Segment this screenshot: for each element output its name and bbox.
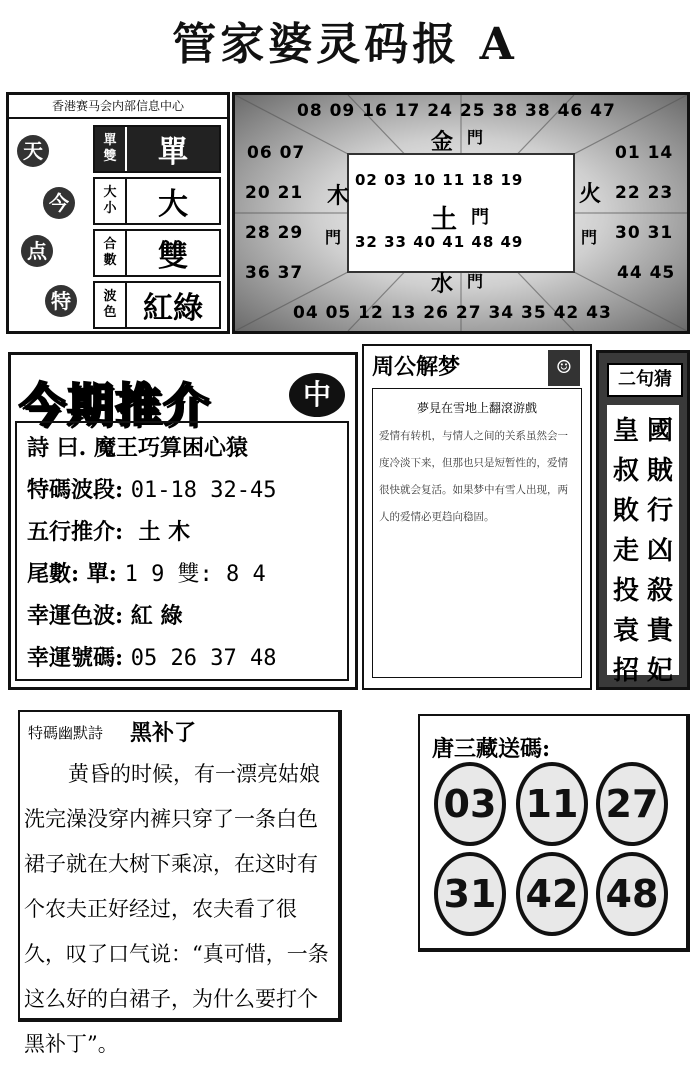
sum-value: 雙 bbox=[158, 239, 188, 274]
even-label: 雙 bbox=[103, 149, 117, 164]
joke-body: 黄昏的时候，有一漂亮姑娘洗完澡没穿内裤只穿了一条白色裙子就在大树下乘凉，在这时有个农夫正好经过，农夫看了很久，叹了口气说：“真可惜，一条这么好的白裙子，为什么要打个黑补丁”。 bbox=[24, 762, 329, 1056]
poem-row bbox=[27, 431, 248, 462]
joke-headline: 黑补了 bbox=[130, 720, 197, 746]
bottom-numbers: 04 05 12 13 26 27 34 35 42 43 bbox=[293, 303, 612, 323]
number-ball: 42 bbox=[516, 852, 588, 936]
lucky-number-row bbox=[27, 641, 277, 672]
dream-body: 爱情有转机，与情人之间的关系虽然会一度冷淡下来，但那也只是短暂性的，爱情很快就会复活。如果梦中有雪人出现，两人的爱情必更趋向稳固。 bbox=[379, 430, 568, 523]
sum-label-2: 數 bbox=[103, 253, 117, 268]
recommend-badge: 中 bbox=[289, 373, 345, 417]
lucky-color-label: 幸運色波: bbox=[27, 603, 124, 629]
small-label: 小 bbox=[103, 201, 117, 216]
wood-num-4: 36 37 bbox=[245, 263, 304, 283]
wave-label: 波 bbox=[103, 289, 117, 304]
element-label: 五行推介: bbox=[27, 519, 124, 545]
tail-value: 1 9 雙: 8 4 bbox=[124, 562, 266, 587]
page-title: 管家婆灵码报 A bbox=[172, 19, 518, 70]
tang-title: 唐三藏送碼: bbox=[432, 736, 551, 762]
panel-header: 香港赛马会内部信息中心 bbox=[9, 95, 227, 119]
odd-label: 單 bbox=[103, 133, 117, 148]
size-value: 大 bbox=[158, 187, 188, 222]
attribute-panel bbox=[6, 92, 230, 334]
lucky-number-label: 幸運號碼: bbox=[27, 645, 124, 671]
dream-subtitle: 夢見在雪地上翻滾游戲 bbox=[416, 401, 537, 415]
color-value: 紅綠 bbox=[143, 291, 203, 326]
number-ball: 31 bbox=[434, 852, 506, 936]
riddle-line-2: 皇叔敗走投袁招 bbox=[612, 416, 639, 686]
top-numbers: 08 09 16 17 24 25 38 38 46 47 bbox=[297, 101, 616, 121]
riddle-content bbox=[607, 405, 679, 686]
dream-title: 周公解梦 bbox=[372, 355, 461, 380]
wave-range-row bbox=[27, 473, 277, 504]
circle-badge-2: 今 bbox=[43, 187, 75, 219]
circle-badge-1: 天 bbox=[17, 135, 49, 167]
recommend-heading: 今期推介 bbox=[19, 378, 211, 432]
circle-badge-4: 特 bbox=[45, 285, 77, 317]
fire-num-3: 30 31 bbox=[615, 223, 674, 243]
joke-label: 特碼幽默詩 bbox=[28, 724, 104, 742]
joke-panel bbox=[18, 710, 342, 1056]
fire-num-4: 44 45 bbox=[617, 263, 676, 283]
fire-label: 火 bbox=[579, 181, 602, 207]
lucky-color-value: 紅 綠 bbox=[130, 603, 183, 629]
recommend-panel bbox=[8, 352, 358, 690]
water-gate: 門 bbox=[467, 272, 484, 291]
tang-panel bbox=[418, 714, 690, 952]
lucky-number-value: 05 26 37 48 bbox=[130, 646, 277, 671]
gold-label: 金 bbox=[431, 129, 454, 155]
fire-num-2: 22 23 bbox=[615, 183, 674, 203]
odd-even-value: 單 bbox=[158, 135, 188, 170]
wood-label: 木 bbox=[327, 183, 350, 209]
five-elements-board bbox=[232, 92, 690, 334]
number-ball: 11 bbox=[516, 762, 588, 846]
circle-badge-3: 点 bbox=[21, 235, 53, 267]
sum-row bbox=[93, 229, 221, 277]
color-row bbox=[93, 281, 221, 329]
number-ball: 03 bbox=[434, 762, 506, 846]
gold-gate: 門 bbox=[467, 128, 484, 147]
wave-range-value: 01-18 32-45 bbox=[130, 478, 277, 503]
number-ball: 48 bbox=[596, 852, 668, 936]
color-label: 色 bbox=[103, 305, 117, 320]
wood-num-3: 28 29 bbox=[245, 223, 304, 243]
dream-content bbox=[372, 388, 582, 678]
fire-num-1: 01 14 bbox=[615, 143, 674, 163]
wave-range-label: 特碼波段: bbox=[27, 477, 124, 503]
earth-numbers-top: 02 03 10 11 18 19 bbox=[355, 171, 524, 189]
riddle-title: 二句猜 bbox=[607, 363, 683, 397]
dream-panel bbox=[362, 344, 592, 690]
element-value: 土 木 bbox=[138, 519, 191, 545]
recommend-list bbox=[15, 421, 349, 681]
fire-gate: 門 bbox=[581, 228, 598, 247]
number-ball: 27 bbox=[596, 762, 668, 846]
wood-num-2: 20 21 bbox=[245, 183, 304, 203]
lucky-color-row bbox=[27, 599, 182, 630]
fortune-god-icon: ☺ bbox=[548, 350, 580, 386]
tail-row bbox=[27, 557, 266, 588]
tail-label: 尾數: 單: bbox=[27, 561, 117, 587]
poem-label: 詩 曰. bbox=[27, 435, 87, 461]
riddle-line-1: 國賊行凶殺貴妃 bbox=[646, 416, 673, 686]
riddle-panel bbox=[596, 350, 690, 690]
water-label: 水 bbox=[431, 271, 454, 297]
sum-label-1: 合 bbox=[103, 237, 117, 252]
big-label: 大 bbox=[103, 185, 117, 200]
size-row bbox=[93, 177, 221, 225]
earth-gate: 門 bbox=[471, 207, 489, 228]
earth-label: 土 bbox=[431, 205, 458, 235]
wood-gate: 門 bbox=[325, 228, 342, 247]
wood-num-1: 06 07 bbox=[247, 143, 306, 163]
poem-value: 魔王巧算困心猿 bbox=[94, 435, 249, 461]
odd-even-row bbox=[93, 125, 221, 173]
element-row bbox=[27, 515, 190, 546]
earth-numbers-bottom: 32 33 40 41 48 49 bbox=[355, 233, 524, 251]
